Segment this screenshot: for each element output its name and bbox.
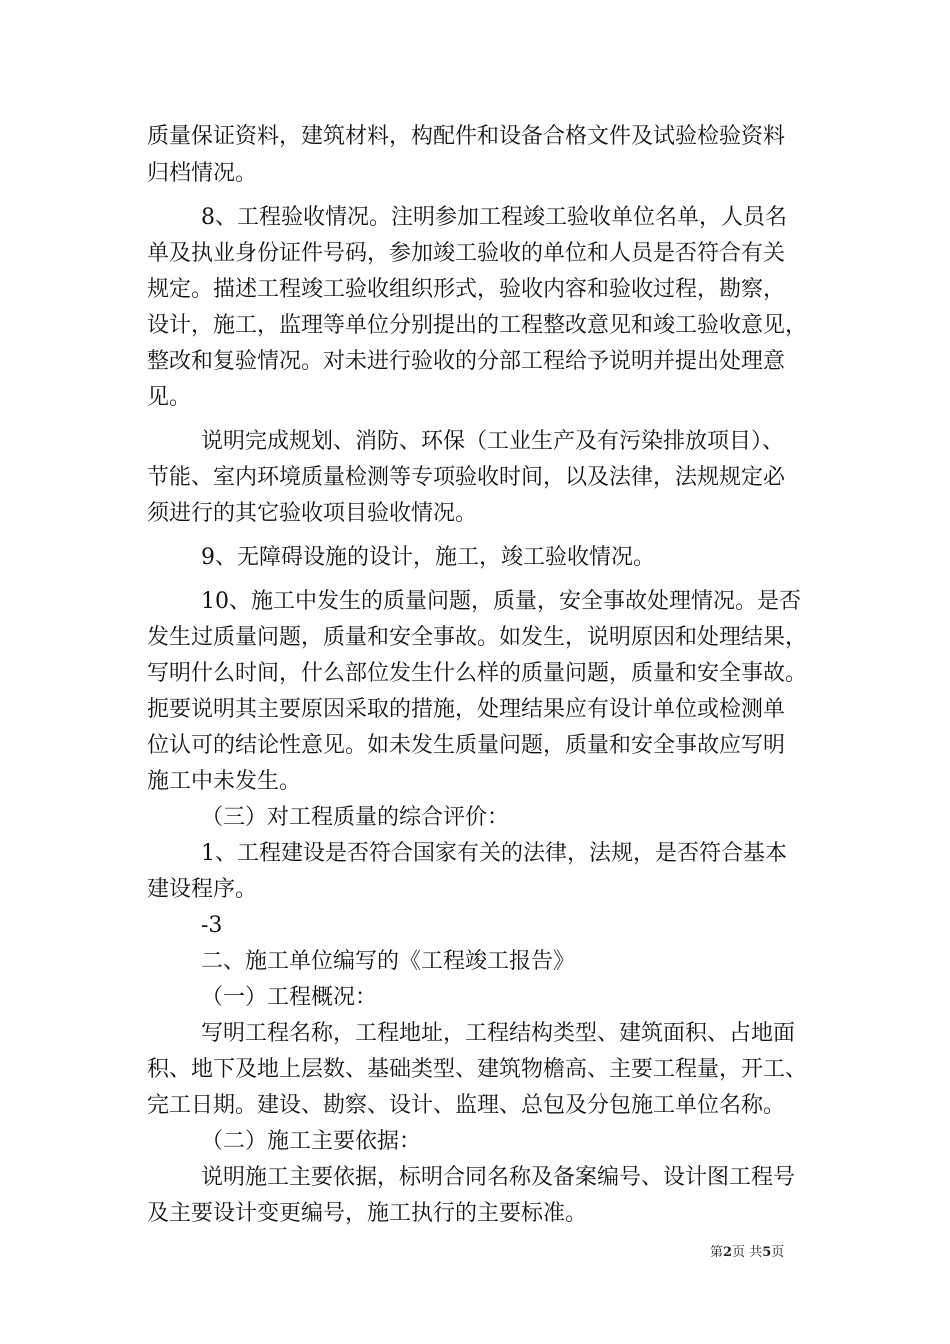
text-line-10: 节能、室内环境质量检测等专项验收时间，以及法律，法规规定必 bbox=[147, 465, 786, 490]
text-line-4: 单及执业身份证件号码，参加竣工验收的单位和人员是否符合有关 bbox=[147, 241, 786, 266]
text-line-2: 归档情况。 bbox=[147, 161, 258, 186]
text-line-5: 规定。描述工程竣工验收组织形式，验收内容和验收过程，勘察， bbox=[147, 277, 786, 302]
text-line-8: 见。 bbox=[147, 385, 192, 410]
section-heading-3: （三）对工程质量的综合评价： bbox=[201, 805, 510, 830]
footer-prefix: 第 bbox=[710, 1245, 724, 1260]
text-line-29: 说明施工主要依据，标明合同名称及备案编号、设计图工程号 bbox=[201, 1165, 796, 1190]
subsection-heading-1: （一）工程概况： bbox=[201, 985, 378, 1010]
subsection-heading-2: （二）施工主要依据： bbox=[201, 1129, 422, 1154]
text-line-12: 9、无障碍设施的设计，施工，竣工验收情况。 bbox=[201, 545, 655, 570]
section-heading-2: 二、施工单位编写的《工程竣工报告》 bbox=[201, 949, 576, 974]
footer-total-pages: 5 bbox=[762, 1245, 772, 1260]
text-line-25: 写明工程名称，工程地址，工程结构类型、建筑面积、占地面 bbox=[201, 1021, 796, 1046]
text-line-9: 说明完成规划、消防、环保（工业生产及有污染排放项目）、 bbox=[201, 429, 785, 454]
text-line-30: 及主要设计变更编号，施工执行的主要标准。 bbox=[147, 1201, 588, 1226]
text-line-15: 写明什么时间，什么部位发生什么样的质量问题，质量和安全事故。 bbox=[147, 661, 808, 686]
text-line-6: 设计，施工，监理等单位分别提出的工程整改意见和竣工验收意见， bbox=[147, 313, 808, 338]
text-line-18: 施工中未发生。 bbox=[147, 769, 302, 794]
footer-middle: 页 共 bbox=[732, 1245, 763, 1260]
footer-suffix: 页 bbox=[771, 1245, 785, 1260]
text-line-21: 建设程序。 bbox=[147, 877, 258, 902]
text-line-14: 发生过质量问题，质量和安全事故。如发生，说明原因和处理结果， bbox=[147, 625, 808, 650]
text-line-26: 积、地下及地上层数、基础类型、建筑物檐高、主要工程量，开工、 bbox=[147, 1057, 808, 1082]
text-line-13: 10、施工中发生的质量问题，质量，安全事故处理情况。是否 bbox=[201, 589, 801, 614]
text-line-16: 扼要说明其主要原因采取的措施，处理结果应有设计单位或检测单 bbox=[147, 697, 786, 722]
text-line-27: 完工日期。建设、勘察、设计、监理、总包及分包施工单位名称。 bbox=[147, 1093, 786, 1118]
text-line-11: 须进行的其它验收项目验收情况。 bbox=[147, 501, 478, 526]
text-line-20: 1、工程建设是否符合国家有关的法律，法规，是否符合基本 bbox=[201, 841, 787, 866]
footer-current-page: 2 bbox=[723, 1245, 733, 1260]
text-line-1: 质量保证资料，建筑材料，构配件和设备合格文件及试验检验资料 bbox=[147, 124, 786, 149]
text-line-7: 整改和复验情况。对未进行验收的分部工程给予说明并提出处理意 bbox=[147, 349, 786, 374]
text-line-17: 位认可的结论性意见。如未发生质量问题，质量和安全事故应写明 bbox=[147, 733, 786, 758]
text-line-3: 8、工程验收情况。注明参加工程竣工验收单位名单，人员名 bbox=[201, 205, 787, 230]
page-marker: -3 bbox=[201, 913, 223, 938]
page-footer bbox=[710, 1245, 784, 1261]
